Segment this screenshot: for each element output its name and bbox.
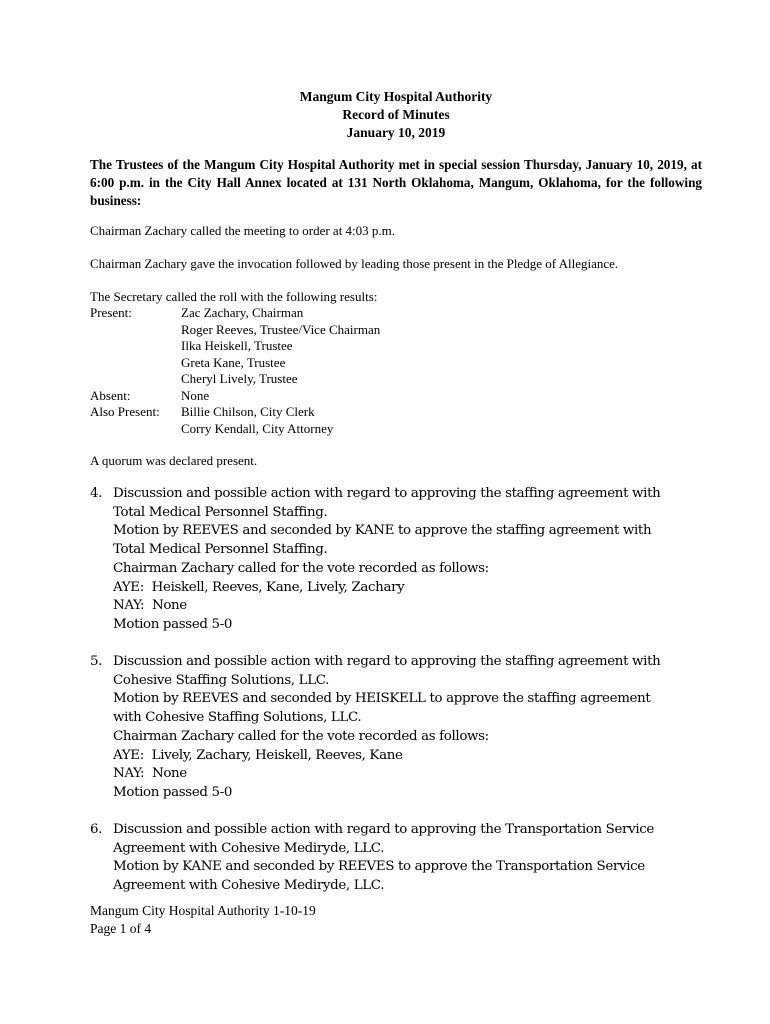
meeting-date: January 10, 2019 xyxy=(346,125,446,140)
footer-page-number: Page 1 of 4 xyxy=(90,921,152,936)
item-line: Total Medical Personnel Staffing. xyxy=(113,542,328,558)
item-line: Agreement with Cohesive Mediryde, LLC. xyxy=(113,878,385,894)
item-line: with Cohesive Staffing Solutions, LLC. xyxy=(113,710,362,726)
item-line: Total Medical Personnel Staffing. xyxy=(113,504,328,520)
present-member: Greta Kane, Trustee xyxy=(181,354,286,370)
also-present-label: Also Present: xyxy=(90,404,160,419)
intro-line: The Trustees of the Mangum City Hospital Authority met in special session Thursday, January 10, 2019, xyxy=(90,157,687,172)
item-line: Motion by REEVES and seconded by KANE to approve the staffing agreement with xyxy=(113,523,652,539)
also-present-member: Corry Kendall, City Attorney xyxy=(181,420,334,436)
footer-document-ref: Mangum City Hospital Authority 1-10-19 xyxy=(90,903,316,918)
item-line: Agreement with Cohesive Mediryde, LLC. xyxy=(113,840,385,856)
item-line: Chairman Zachary called for the vote recorded as follows: xyxy=(113,728,489,744)
absent-label: Absent: xyxy=(90,387,131,403)
item-line: Cohesive Staffing Solutions, LLC. xyxy=(113,672,330,688)
present-member: Ilka Heiskell, Trustee xyxy=(181,338,293,353)
item-line: Motion by REEVES and seconded by HEISKELL to approve the staffing agreement xyxy=(113,691,651,707)
item-line: Chairman Zachary called for the vote recorded as follows: xyxy=(113,560,489,576)
item-line: Motion by KANE and seconded by REEVES to approve the Transportation Service xyxy=(113,859,645,875)
item-number: 4. xyxy=(90,486,103,501)
quorum-statement: A quorum was declared present. xyxy=(90,453,258,468)
present-member: Zac Zachary, Chairman xyxy=(181,305,304,320)
item-line: AYE: Lively, Zachary, Heiskell, Reeves, Kane xyxy=(113,747,403,763)
item-number: 6. xyxy=(90,822,103,837)
item-line: Discussion and possible action with regard to approving the Transportation Service xyxy=(113,822,654,837)
page-footer xyxy=(90,902,316,938)
intro-line: at 6:00 p.m. in the City Hall Annex located at 131 North Oklahoma, Mangum, Oklahoma, for the xyxy=(90,157,702,190)
item-line: AYE: Heiskell, Reeves, Kane, Lively, Zachary xyxy=(113,579,405,595)
document-type: Record of Minutes xyxy=(342,107,450,122)
item-line: NAY: None xyxy=(113,766,187,782)
document-header xyxy=(90,88,702,142)
organization-title: Mangum City Hospital Authority xyxy=(299,89,493,104)
present-label: Present: xyxy=(90,305,132,320)
intro-line: following business: xyxy=(90,175,702,208)
agenda-item xyxy=(90,653,702,803)
agenda-item xyxy=(90,485,702,635)
item-line: NAY: None xyxy=(113,598,187,614)
roll-call-intro: The Secretary called the roll with the following results: xyxy=(90,289,378,304)
item-line: Motion passed 5-0 xyxy=(113,784,233,800)
call-to-order: Chairman Zachary called the meeting to order at 4:03 p.m. xyxy=(90,223,396,238)
present-member: Cheryl Lively, Trustee xyxy=(181,371,298,386)
intro-paragraph xyxy=(90,156,702,210)
item-line: Discussion and possible action with regard to approving the staffing agreement with xyxy=(113,486,661,501)
present-member: Roger Reeves, Trustee/Vice Chairman xyxy=(181,321,381,337)
item-number: 5. xyxy=(90,654,103,669)
absent-value: None xyxy=(181,387,210,403)
also-present-member: Billie Chilson, City Clerk xyxy=(181,404,315,419)
invocation: Chairman Zachary gave the invocation followed by leading those present in the Pledge of Allegiance. xyxy=(90,256,619,271)
agenda-item xyxy=(90,821,702,896)
item-line: Motion passed 5-0 xyxy=(113,616,233,632)
item-line: Discussion and possible action with regard to approving the staffing agreement with xyxy=(113,654,661,669)
